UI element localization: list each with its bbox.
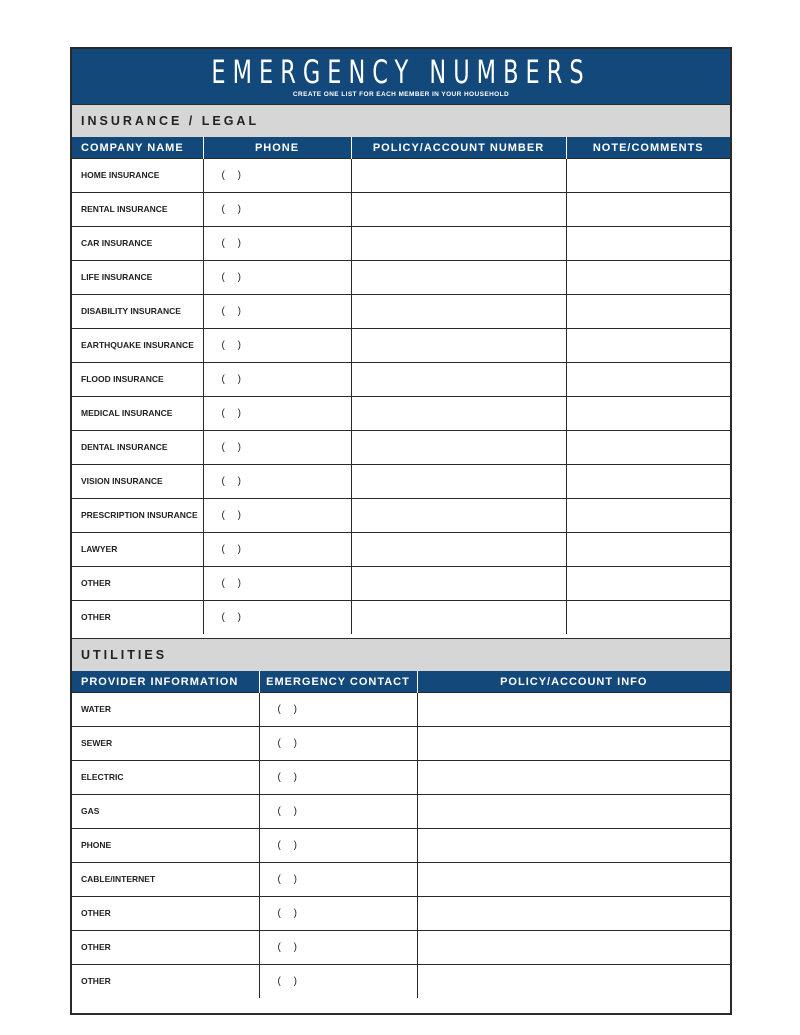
note-comments-field[interactable] [566,533,730,567]
table-row [72,761,730,795]
insurance-header-row [72,137,730,159]
section-utilities [72,638,730,671]
policy-account-number-field[interactable] [351,431,566,465]
provider-label: CABLE/INTERNET [72,863,259,897]
company-name-label: DENTAL INSURANCE [72,431,203,465]
table-row [72,465,730,499]
column-header-note-comments: NOTE/COMMENTS [566,137,730,159]
provider-label: OTHER [72,897,259,931]
note-comments-field[interactable] [566,397,730,431]
section-title: UTILITIES [81,648,168,662]
policy-account-info-field[interactable] [417,931,730,965]
table-row [72,533,730,567]
column-header-company-name: COMPANY NAME [72,137,203,159]
note-comments-field[interactable] [566,567,730,601]
company-name-label: FLOOD INSURANCE [72,363,203,397]
emergency-contact-field[interactable]: ( ) [259,795,417,829]
company-name-label: HOME INSURANCE [72,159,203,193]
table-row [72,931,730,965]
column-header-policy-account-info: POLICY/ACCOUNT INFO [417,671,730,693]
policy-account-info-field[interactable] [417,727,730,761]
phone-field[interactable]: ( ) [203,567,351,601]
company-name-label: EARTHQUAKE INSURANCE [72,329,203,363]
policy-account-number-field[interactable] [351,261,566,295]
company-name-label: LAWYER [72,533,203,567]
column-header-emergency-contact: EMERGENCY CONTACT [259,671,417,693]
title-bar [72,49,730,104]
policy-account-number-field[interactable] [351,159,566,193]
phone-field[interactable]: ( ) [203,227,351,261]
policy-account-info-field[interactable] [417,829,730,863]
note-comments-field[interactable] [566,159,730,193]
phone-field[interactable]: ( ) [203,431,351,465]
note-comments-field[interactable] [566,295,730,329]
provider-label: GAS [72,795,259,829]
provider-label: OTHER [72,965,259,999]
note-comments-field[interactable] [566,431,730,465]
table-row [72,431,730,465]
policy-account-number-field[interactable] [351,397,566,431]
company-name-label: LIFE INSURANCE [72,261,203,295]
company-name-label: VISION INSURANCE [72,465,203,499]
table-row [72,397,730,431]
table-row [72,295,730,329]
provider-label: SEWER [72,727,259,761]
table-row [72,363,730,397]
company-name-label: MEDICAL INSURANCE [72,397,203,431]
policy-account-number-field[interactable] [351,329,566,363]
table-row [72,727,730,761]
emergency-contact-field[interactable]: ( ) [259,829,417,863]
policy-account-number-field[interactable] [351,363,566,397]
policy-account-number-field[interactable] [351,533,566,567]
emergency-contact-field[interactable]: ( ) [259,693,417,727]
policy-account-info-field[interactable] [417,761,730,795]
policy-account-number-field[interactable] [351,567,566,601]
section-title: INSURANCE / LEGAL [81,114,260,128]
emergency-contact-field[interactable]: ( ) [259,897,417,931]
utilities-table [72,671,730,998]
table-row [72,829,730,863]
table-row [72,897,730,931]
note-comments-field[interactable] [566,329,730,363]
emergency-contact-field[interactable]: ( ) [259,761,417,795]
emergency-contact-field[interactable]: ( ) [259,727,417,761]
phone-field[interactable]: ( ) [203,533,351,567]
policy-account-number-field[interactable] [351,499,566,533]
column-header-policy-account-number: POLICY/ACCOUNT NUMBER [351,137,566,159]
phone-field[interactable]: ( ) [203,465,351,499]
table-row [72,965,730,999]
policy-account-info-field[interactable] [417,897,730,931]
table-row [72,227,730,261]
insurance-table [72,137,730,634]
table-row [72,863,730,897]
column-header-phone: PHONE [203,137,351,159]
note-comments-field[interactable] [566,227,730,261]
table-row [72,329,730,363]
policy-account-info-field[interactable] [417,965,730,999]
utilities-header-row [72,671,730,693]
policy-account-number-field[interactable] [351,295,566,329]
phone-field[interactable]: ( ) [203,329,351,363]
column-header-provider-information: PROVIDER INFORMATION [72,671,259,693]
phone-field[interactable]: ( ) [203,261,351,295]
provider-label: OTHER [72,931,259,965]
phone-field[interactable]: ( ) [203,601,351,635]
phone-field[interactable]: ( ) [203,295,351,329]
emergency-contact-field[interactable]: ( ) [259,863,417,897]
note-comments-field[interactable] [566,261,730,295]
phone-field[interactable]: ( ) [203,363,351,397]
page-title: EMERGENCY NUMBERS [211,53,591,91]
table-row [72,159,730,193]
note-comments-field[interactable] [566,601,730,635]
policy-account-info-field[interactable] [417,693,730,727]
emergency-numbers-form [70,47,732,1015]
note-comments-field[interactable] [566,465,730,499]
company-name-label: OTHER [72,567,203,601]
phone-field[interactable]: ( ) [203,499,351,533]
emergency-contact-field[interactable]: ( ) [259,965,417,999]
policy-account-number-field[interactable] [351,601,566,635]
phone-field[interactable]: ( ) [203,193,351,227]
policy-account-info-field[interactable] [417,863,730,897]
policy-account-info-field[interactable] [417,795,730,829]
provider-label: WATER [72,693,259,727]
policy-account-number-field[interactable] [351,227,566,261]
table-row [72,193,730,227]
policy-account-number-field[interactable] [351,193,566,227]
table-row [72,499,730,533]
note-comments-field[interactable] [566,363,730,397]
note-comments-field[interactable] [566,193,730,227]
page-subtitle: CREATE ONE LIST FOR EACH MEMBER IN YOUR HOUSEHOLD [292,91,510,98]
emergency-contact-field[interactable]: ( ) [259,931,417,965]
table-row [72,567,730,601]
policy-account-number-field[interactable] [351,465,566,499]
table-row [72,795,730,829]
company-name-label: RENTAL INSURANCE [72,193,203,227]
company-name-label: CAR INSURANCE [72,227,203,261]
table-row [72,693,730,727]
note-comments-field[interactable] [566,499,730,533]
company-name-label: OTHER [72,601,203,635]
phone-field[interactable]: ( ) [203,159,351,193]
phone-field[interactable]: ( ) [203,397,351,431]
provider-label: ELECTRIC [72,761,259,795]
table-row [72,601,730,635]
section-insurance-legal [72,104,730,137]
company-name-label: PRESCRIPTION INSURANCE [72,499,203,533]
provider-label: PHONE [72,829,259,863]
table-row [72,261,730,295]
company-name-label: DISABILITY INSURANCE [72,295,203,329]
